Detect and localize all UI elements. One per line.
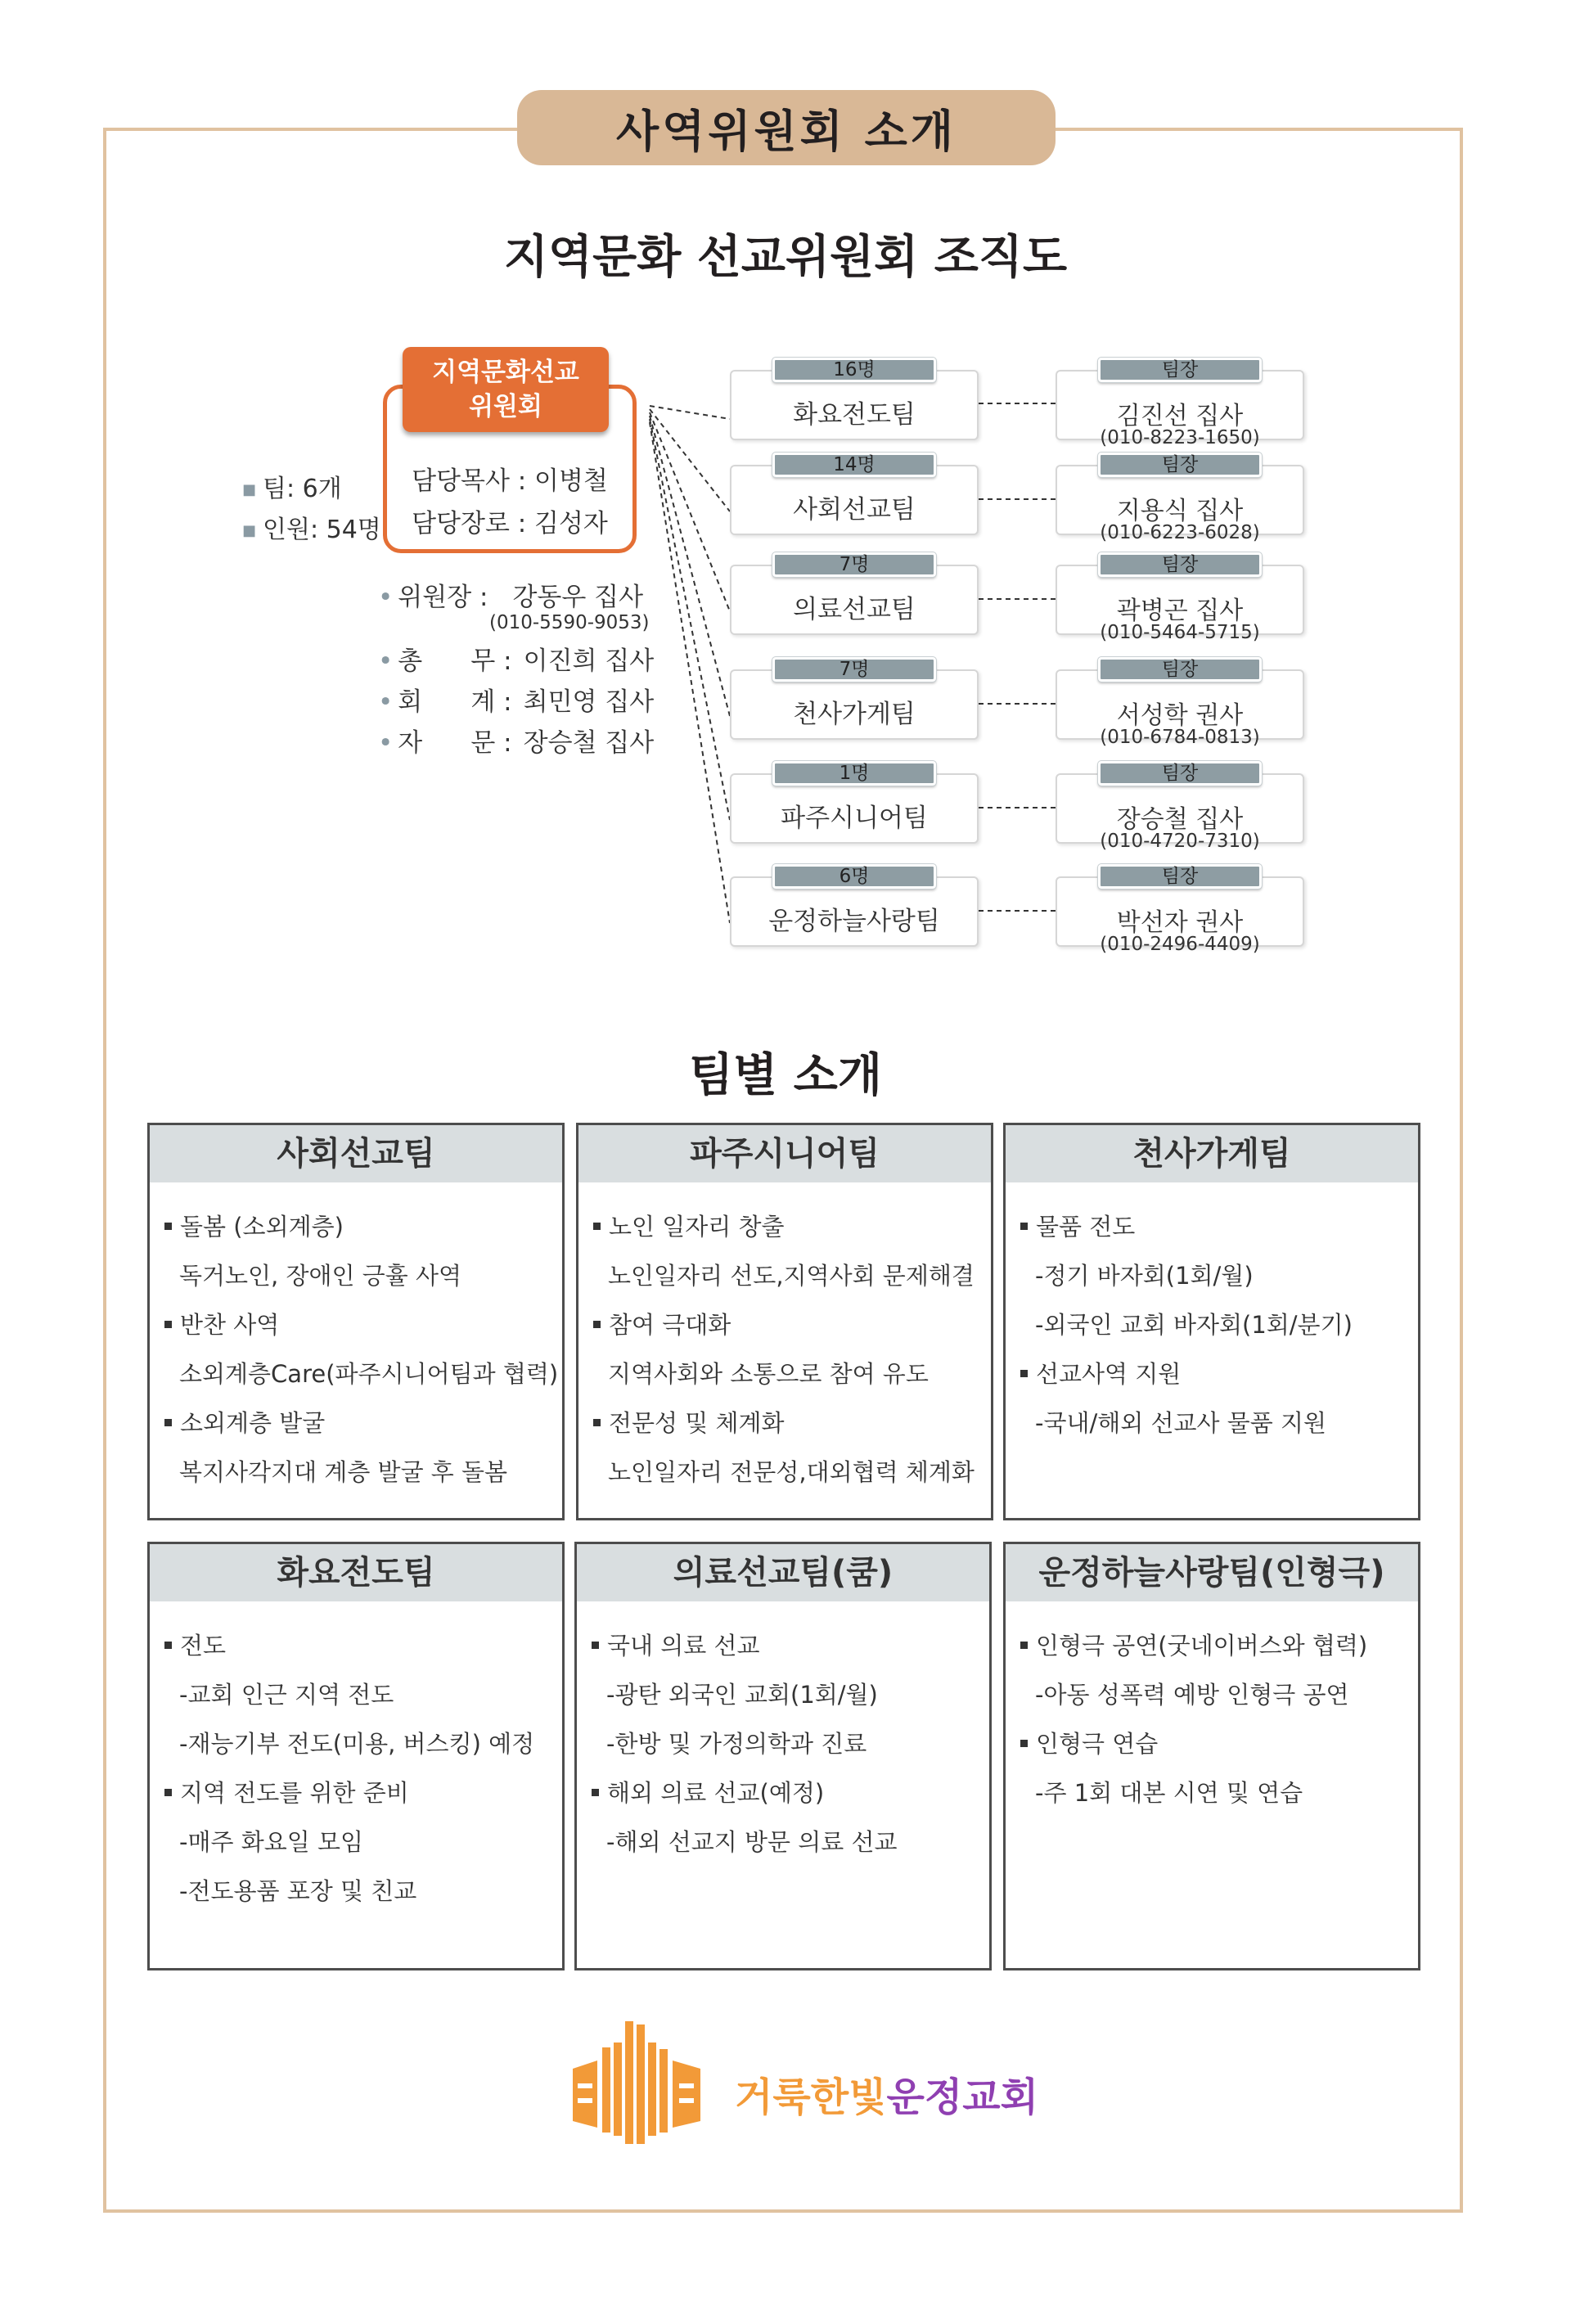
card-bullet-line: 선교사역 지원 <box>1020 1349 1418 1398</box>
card-sub-line: -아동 성폭력 예방 인형극 공연 <box>1035 1681 1349 1709</box>
card-sub-line: 노인일자리 전문성,대외협력 체계화 <box>608 1458 975 1486</box>
team-card-title: 파주시니어팀 <box>578 1125 991 1182</box>
team-card-title: 의료선교팀(쿰) <box>577 1544 989 1601</box>
committee-name-line2: 위원회 <box>469 392 542 421</box>
card-bullet-line: 돌봄 (소외계층) <box>164 1202 562 1251</box>
card-bullet-line: 해외 의료 선교(예정) <box>592 1768 989 1817</box>
team-card <box>1003 1542 1420 1970</box>
card-bullet-line: 인형극 공연(굿네이버스와 협력) <box>1020 1621 1418 1670</box>
card-sub-line: 노인일자리 선도,지역사회 문제해결 <box>608 1262 975 1290</box>
leader-tag: 팀장 <box>1098 552 1262 577</box>
team-card <box>147 1123 565 1520</box>
team-count-tag: 16명 <box>772 358 936 382</box>
team-card-title: 사회선교팀 <box>150 1125 562 1182</box>
team-count-tag: 6명 <box>772 864 936 889</box>
card-sub-line: -광탄 외국인 교회(1회/월) <box>606 1681 878 1709</box>
card-bullet-line: 참여 극대화 <box>593 1300 991 1349</box>
card-sub-line: 복지사각지대 계층 발굴 후 돌봄 <box>179 1458 508 1486</box>
dot-icon: • <box>378 646 394 676</box>
leader-box: 박선자 권사 (010-2496-4409) <box>1056 876 1304 947</box>
card-bullet-line: 반찬 사역 <box>164 1300 562 1349</box>
card-bullet-line: 전문성 및 체계화 <box>593 1398 991 1448</box>
square-bullet-icon <box>592 1642 599 1649</box>
stat-teams: ■ 팀: 6개 <box>242 475 342 503</box>
bullet-icon: ■ <box>242 522 257 539</box>
church-building-icon <box>573 2021 704 2144</box>
card-sub-line: 독거노인, 장애인 긍휼 사역 <box>179 1262 462 1290</box>
card-sub-line: 지역사회와 소통으로 참여 유도 <box>608 1360 929 1388</box>
square-bullet-icon <box>164 1419 172 1426</box>
square-bullet-icon <box>164 1223 172 1230</box>
card-bullet-line: 인형극 연습 <box>1020 1719 1418 1768</box>
square-bullet-icon <box>1020 1642 1028 1649</box>
committee-pastor: 담당목사 : 이병철 <box>412 466 608 496</box>
officer-secretary: • 총 무 : 이진희 집사 <box>378 646 655 676</box>
team-card <box>576 1123 993 1520</box>
card-sub-line: -해외 선교지 방문 의료 선교 <box>606 1828 898 1856</box>
officer-chair-phone: (010-5590-9053) <box>489 612 650 633</box>
page-title: 사역위원회 소개 <box>517 90 1056 165</box>
officer-treasurer: • 회 계 : 최민영 집사 <box>378 687 655 717</box>
leader-box: 지용식 집사 (010-6223-6028) <box>1056 465 1304 535</box>
square-bullet-icon <box>593 1419 601 1426</box>
card-sub-line: -외국인 교회 바자회(1회/분기) <box>1035 1311 1353 1339</box>
square-bullet-icon <box>1020 1370 1028 1377</box>
leader-tag: 팀장 <box>1098 657 1262 682</box>
card-bullet-line: 물품 전도 <box>1020 1202 1418 1251</box>
leader-box: 서성학 권사 (010-6784-0813) <box>1056 669 1304 740</box>
square-bullet-icon <box>1020 1223 1028 1230</box>
team-card <box>147 1542 565 1970</box>
team-card-title: 화요전도팀 <box>150 1544 562 1601</box>
dot-icon: • <box>378 583 394 612</box>
committee-name-line1: 지역문화선교 <box>432 358 579 387</box>
church-logo-text: 거룩한빛운정교회 <box>735 2074 1038 2120</box>
card-bullet-line: 전도 <box>164 1621 562 1670</box>
card-sub-line: -주 1회 대본 시연 및 연습 <box>1035 1779 1303 1807</box>
team-intro-title: 팀별 소개 <box>689 1049 882 1102</box>
officer-advisor: • 자 문 : 장승철 집사 <box>378 728 655 758</box>
stat-members: ■ 인원: 54명 <box>242 516 381 544</box>
committee-elder: 담당장로 : 김성자 <box>412 509 608 538</box>
team-card <box>574 1542 992 1970</box>
team-count-tag: 7명 <box>772 657 936 682</box>
card-sub-line: -정기 바자회(1회/월) <box>1035 1262 1254 1290</box>
card-sub-line: -재능기부 전도(미용, 버스킹) 예정 <box>179 1730 535 1758</box>
leader-tag: 팀장 <box>1098 358 1262 382</box>
leader-tag: 팀장 <box>1098 453 1262 477</box>
card-bullet-line: 지역 전도를 위한 준비 <box>164 1768 562 1817</box>
team-count-tag: 14명 <box>772 453 936 477</box>
card-sub-line: -국내/해외 선교사 물품 지원 <box>1035 1409 1327 1437</box>
leader-tag: 팀장 <box>1098 761 1262 786</box>
team-card-title: 운정하늘사랑팀(인형극) <box>1006 1544 1418 1601</box>
square-bullet-icon <box>164 1321 172 1328</box>
committee-name-badge <box>403 347 609 432</box>
team-count-tag: 7명 <box>772 552 936 577</box>
square-bullet-icon <box>593 1321 601 1328</box>
card-sub-line: -교회 인근 지역 전도 <box>179 1681 394 1709</box>
card-bullet-line: 노인 일자리 창출 <box>593 1202 991 1251</box>
square-bullet-icon <box>164 1642 172 1649</box>
connector-line <box>650 419 730 820</box>
square-bullet-icon <box>592 1789 599 1796</box>
connector-line <box>650 412 730 611</box>
card-sub-line: 소외계층Care(파주시니어팀과 협력) <box>179 1360 559 1388</box>
team-box: 화요전도팀 <box>730 370 979 440</box>
card-sub-line: -전도용품 포장 및 친교 <box>179 1877 417 1905</box>
leader-box: 김진선 집사 (010-8223-1650) <box>1056 370 1304 440</box>
leader-box: 곽병곤 집사 (010-5464-5715) <box>1056 565 1304 635</box>
card-bullet-line: 국내 의료 선교 <box>592 1621 989 1670</box>
card-sub-line: -매주 화요일 모임 <box>179 1828 363 1856</box>
team-box: 파주시니어팀 <box>730 773 979 844</box>
dot-icon: • <box>378 687 394 717</box>
leader-box: 장승철 집사 (010-4720-7310) <box>1056 773 1304 844</box>
bullet-icon: ■ <box>242 481 257 498</box>
team-box: 운정하늘사랑팀 <box>730 876 979 947</box>
team-count-tag: 1명 <box>772 761 936 786</box>
team-box: 사회선교팀 <box>730 465 979 535</box>
leader-tag: 팀장 <box>1098 864 1262 889</box>
card-bullet-line: 소외계층 발굴 <box>164 1398 562 1448</box>
square-bullet-icon <box>164 1789 172 1796</box>
square-bullet-icon <box>1020 1740 1028 1747</box>
square-bullet-icon <box>593 1223 601 1230</box>
officer-chair: • 위원장 : 강동우 집사 <box>378 583 644 612</box>
team-box: 의료선교팀 <box>730 565 979 635</box>
team-card <box>1003 1123 1420 1520</box>
team-card-title: 천사가게팀 <box>1006 1125 1418 1182</box>
connector-line <box>650 406 730 419</box>
team-box: 천사가게팀 <box>730 669 979 740</box>
dot-icon: • <box>378 728 394 758</box>
org-chart-title: 지역문화 선교위원회 조직도 <box>503 231 1068 284</box>
card-sub-line: -한방 및 가정의학과 진료 <box>606 1730 867 1758</box>
